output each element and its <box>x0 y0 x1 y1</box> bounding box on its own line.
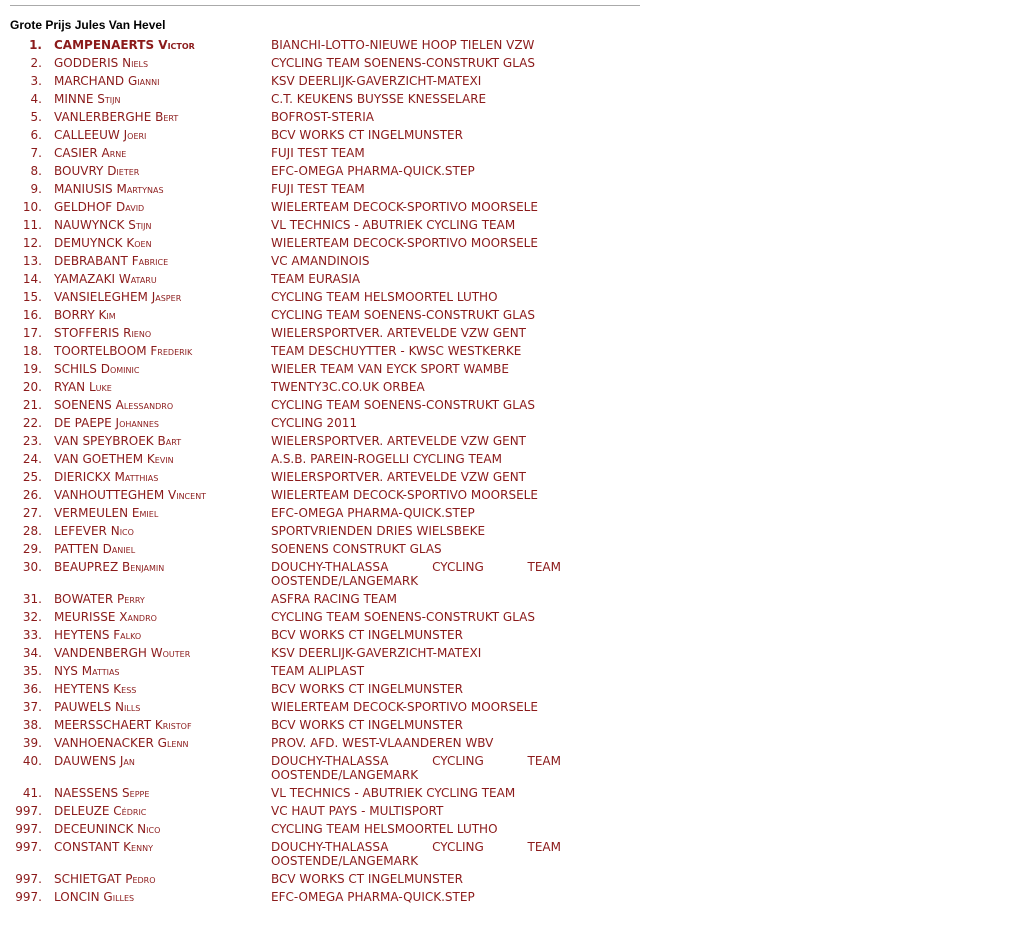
result-rank: 35. <box>22 664 42 678</box>
result-rank: 997. <box>15 804 42 818</box>
result-rank: 37. <box>22 700 42 714</box>
rider-first-name: Perry <box>117 592 145 606</box>
rider-name[interactable] <box>42 416 271 430</box>
result-row <box>0 716 1035 734</box>
rider-last-name: HEYTENS <box>54 628 110 642</box>
rider-name[interactable] <box>42 218 271 232</box>
team-name[interactable]: KSV DEERLIJK-GAVERZICHT-MATEXI <box>271 74 482 88</box>
rider-last-name: VANLERBERGHE <box>54 110 152 124</box>
result-row <box>0 680 1035 698</box>
rider-first-name: Kevin <box>146 452 174 466</box>
rider-name[interactable] <box>42 254 271 268</box>
team-name[interactable]: VC HAUT PAYS - MULTISPORT <box>271 804 444 818</box>
result-row <box>0 252 1035 270</box>
result-row <box>0 180 1035 198</box>
result-rank: 9. <box>30 182 42 196</box>
rider-name[interactable] <box>42 272 271 286</box>
rider-last-name: BEAUPREZ <box>54 560 119 574</box>
rider-last-name: DAUWENS <box>54 754 117 768</box>
rider-last-name: DE PAEPE <box>54 416 112 430</box>
rider-last-name: SOENENS <box>54 398 112 412</box>
team-name[interactable]: DOUCHY-THALASSA CYCLING TEAM OOSTENDE/LANGEMARK <box>271 560 561 588</box>
rider-last-name: MARCHAND <box>54 74 125 88</box>
result-row <box>0 306 1035 324</box>
top-divider <box>10 5 640 6</box>
rider-name[interactable] <box>42 110 271 124</box>
result-row <box>0 838 1035 870</box>
rider-last-name: PATTEN <box>54 542 99 556</box>
rider-name[interactable] <box>42 804 271 818</box>
result-row <box>0 162 1035 180</box>
rider-name[interactable] <box>42 398 271 412</box>
rider-first-name: Jasper <box>151 290 182 304</box>
rider-first-name: Falko <box>113 628 142 642</box>
rider-name[interactable] <box>42 822 271 836</box>
rider-name[interactable] <box>42 38 271 52</box>
team-name[interactable]: FUJI TEST TEAM <box>271 146 365 160</box>
result-row <box>0 540 1035 558</box>
rider-last-name: MEERSSCHAERT <box>54 718 152 732</box>
result-rank: 19. <box>22 362 42 376</box>
team-name[interactable]: VL TECHNICS - ABUTRIEK CYCLING TEAM <box>271 786 516 800</box>
result-rank: 997. <box>15 822 42 836</box>
rider-last-name: LEFEVER <box>54 524 107 538</box>
rider-name[interactable] <box>42 610 271 624</box>
rider-name[interactable] <box>42 542 271 556</box>
team-name[interactable]: WIELERSPORTVER. ARTEVELDE VZW GENT <box>271 326 527 340</box>
result-rank: 15. <box>22 290 42 304</box>
result-rank: 40. <box>22 754 42 768</box>
team-name[interactable]: BCV WORKS CT INGELMUNSTER <box>271 682 463 696</box>
rider-first-name: Martynas <box>116 182 164 196</box>
result-rank: 997. <box>15 840 42 854</box>
team-name[interactable]: CYCLING TEAM SOENENS-CONSTRUKT GLAS <box>271 398 535 412</box>
rider-name[interactable] <box>42 628 271 642</box>
rider-last-name: YAMAZAKI <box>54 272 116 286</box>
rider-last-name: VANDENBERGH <box>54 646 147 660</box>
rider-last-name: MEURISSE <box>54 610 116 624</box>
result-row <box>0 396 1035 414</box>
team-name[interactable]: CYCLING TEAM HELSMOORTEL LUTHO <box>271 822 498 836</box>
rider-last-name: BOUVRY <box>54 164 104 178</box>
rider-first-name: Gilles <box>103 890 135 904</box>
rider-name[interactable] <box>42 840 271 854</box>
rider-name[interactable] <box>42 488 271 502</box>
rider-name[interactable] <box>42 380 271 394</box>
rider-first-name: Seppe <box>122 786 150 800</box>
rider-last-name: VANHOUTTEGHEM <box>54 488 165 502</box>
rider-first-name: Fabrice <box>131 254 169 268</box>
result-rank: 16. <box>22 308 42 322</box>
rider-first-name: Emiel <box>131 506 159 520</box>
rider-first-name: Dieter <box>107 164 140 178</box>
rider-last-name: DELEUZE <box>54 804 110 818</box>
rider-first-name: Jan <box>119 754 135 768</box>
rider-name[interactable] <box>42 786 271 800</box>
rider-last-name: HEYTENS <box>54 682 110 696</box>
result-rank: 6. <box>30 128 42 142</box>
team-name[interactable]: VC AMANDINOIS <box>271 254 370 268</box>
team-name[interactable]: CYCLING TEAM HELSMOORTEL LUTHO <box>271 290 498 304</box>
team-name[interactable]: WIELERSPORTVER. ARTEVELDE VZW GENT <box>271 470 527 484</box>
team-name[interactable]: WIELERTEAM DECOCK-SPORTIVO MOORSELE <box>271 488 538 502</box>
rider-last-name: BORRY <box>54 308 95 322</box>
rider-last-name: VANHOENACKER <box>54 736 154 750</box>
rider-name[interactable] <box>42 74 271 88</box>
result-rank: 25. <box>22 470 42 484</box>
rider-last-name: BOWATER <box>54 592 114 606</box>
rider-name[interactable] <box>42 664 271 678</box>
team-name[interactable]: WIELER TEAM VAN EYCK SPORT WAMBE <box>271 362 509 376</box>
result-row <box>0 626 1035 644</box>
rider-first-name: Mattias <box>81 664 120 678</box>
result-rank: 36. <box>22 682 42 696</box>
rider-last-name: STOFFERIS <box>54 326 120 340</box>
team-name[interactable]: ASFRA RACING TEAM <box>271 592 397 606</box>
result-row <box>0 108 1035 126</box>
team-name[interactable]: TWENTY3C.CO.UK ORBEA <box>271 380 425 394</box>
rider-name[interactable] <box>42 308 271 322</box>
rider-last-name: DIERICKX <box>54 470 111 484</box>
result-rank: 2. <box>30 56 42 70</box>
rider-first-name: Bert <box>155 110 179 124</box>
result-row <box>0 558 1035 590</box>
rider-first-name: Xandro <box>119 610 157 624</box>
rider-name[interactable] <box>42 524 271 538</box>
result-row <box>0 486 1035 504</box>
rider-name[interactable] <box>42 890 271 904</box>
result-rank: 5. <box>30 110 42 124</box>
result-rank: 33. <box>22 628 42 642</box>
rider-first-name: Stijn <box>97 92 121 106</box>
rider-name[interactable] <box>42 290 271 304</box>
rider-last-name: DECEUNINCK <box>54 822 134 836</box>
team-name[interactable]: EFC-OMEGA PHARMA-QUICK.STEP <box>271 164 475 178</box>
rider-last-name: SCHILS <box>54 362 97 376</box>
team-name[interactable]: CYCLING TEAM SOENENS-CONSTRUKT GLAS <box>271 610 535 624</box>
result-row <box>0 234 1035 252</box>
team-name[interactable]: C.T. KEUKENS BUYSSE KNESSELARE <box>271 92 487 106</box>
rider-first-name: Wataru <box>118 272 157 286</box>
team-name[interactable]: TEAM EURASIA <box>271 272 361 286</box>
rider-last-name: TOORTELBOOM <box>54 344 147 358</box>
rider-last-name: CASIER <box>54 146 98 160</box>
rider-first-name: Alessandro <box>115 398 174 412</box>
result-row <box>0 36 1035 54</box>
rider-last-name: CALLEEUW <box>54 128 120 142</box>
result-row <box>0 752 1035 784</box>
rider-first-name: Nico <box>110 524 134 538</box>
rider-name[interactable] <box>42 236 271 250</box>
result-rank: 12. <box>22 236 42 250</box>
rider-name[interactable] <box>42 146 271 160</box>
result-rank: 39. <box>22 736 42 750</box>
rider-last-name: VERMEULEN <box>54 506 129 520</box>
rider-last-name: GELDHOF <box>54 200 113 214</box>
rider-last-name: VAN SPEYBROEK <box>54 434 154 448</box>
result-rank: 11. <box>22 218 42 232</box>
rider-name[interactable] <box>42 754 271 768</box>
result-row <box>0 360 1035 378</box>
result-rank: 7. <box>30 146 42 160</box>
rider-last-name: DEBRABANT <box>54 254 128 268</box>
team-name[interactable]: WIELERTEAM DECOCK-SPORTIVO MOORSELE <box>271 700 538 714</box>
rider-first-name: Stijn <box>128 218 152 232</box>
team-name[interactable]: EFC-OMEGA PHARMA-QUICK.STEP <box>271 506 475 520</box>
rider-first-name: Wouter <box>150 646 191 660</box>
rider-first-name: Nico <box>137 822 161 836</box>
result-rank: 1. <box>29 38 42 52</box>
rider-last-name: CONSTANT <box>54 840 120 854</box>
rider-last-name: PAUWELS <box>54 700 112 714</box>
result-row <box>0 888 1035 906</box>
team-name[interactable]: BCV WORKS CT INGELMUNSTER <box>271 128 463 142</box>
result-rank: 34. <box>22 646 42 660</box>
result-rank: 23. <box>22 434 42 448</box>
team-name[interactable]: WIELERTEAM DECOCK-SPORTIVO MOORSELE <box>271 200 538 214</box>
result-row <box>0 644 1035 662</box>
rider-name[interactable] <box>42 362 271 376</box>
result-rank: 3. <box>30 74 42 88</box>
result-rank: 14. <box>22 272 42 286</box>
result-row <box>0 324 1035 342</box>
team-name[interactable]: CYCLING 2011 <box>271 416 358 430</box>
result-rank: 24. <box>22 452 42 466</box>
rider-last-name: CAMPENAERTS <box>54 38 155 52</box>
rider-name[interactable] <box>42 56 271 70</box>
result-rank: 26. <box>22 488 42 502</box>
result-row <box>0 450 1035 468</box>
result-rank: 17. <box>22 326 42 340</box>
rider-first-name: Gianni <box>127 74 160 88</box>
rider-first-name: Frederik <box>150 344 193 358</box>
rider-first-name: Bart <box>157 434 182 448</box>
rider-first-name: Matthias <box>114 470 159 484</box>
rider-name[interactable] <box>42 434 271 448</box>
result-rank: 27. <box>22 506 42 520</box>
result-row <box>0 870 1035 888</box>
rider-first-name: Vincent <box>168 488 207 502</box>
rider-last-name: VANSIELEGHEM <box>54 290 148 304</box>
rider-first-name: Arne <box>101 146 127 160</box>
rider-first-name: Luke <box>88 380 112 394</box>
rider-last-name: RYAN <box>54 380 86 394</box>
team-name[interactable]: DOUCHY-THALASSA CYCLING TEAM OOSTENDE/LANGEMARK <box>271 840 561 868</box>
team-name[interactable]: DOUCHY-THALASSA CYCLING TEAM OOSTENDE/LANGEMARK <box>271 754 561 782</box>
result-row <box>0 342 1035 360</box>
team-name[interactable]: WIELERTEAM DECOCK-SPORTIVO MOORSELE <box>271 236 538 250</box>
result-row <box>0 802 1035 820</box>
team-name[interactable]: FUJI TEST TEAM <box>271 182 365 196</box>
result-rank: 29. <box>22 542 42 556</box>
rider-last-name: MINNE <box>54 92 94 106</box>
results-list <box>0 36 1035 906</box>
rider-last-name: DEMUYNCK <box>54 236 123 250</box>
result-rank: 997. <box>15 872 42 886</box>
race-title: Grote Prijs Jules Van Hevel <box>10 18 166 32</box>
result-row <box>0 662 1035 680</box>
rider-first-name: Pedro <box>125 872 156 886</box>
result-row <box>0 288 1035 306</box>
rider-name[interactable] <box>42 452 271 466</box>
rider-last-name: LONCIN <box>54 890 100 904</box>
result-rank: 32. <box>22 610 42 624</box>
rider-name[interactable] <box>42 92 271 106</box>
rider-name[interactable] <box>42 718 271 732</box>
team-name[interactable]: BIANCHI-LOTTO-NIEUWE HOOP TIELEN VZW <box>271 38 535 52</box>
rider-name[interactable] <box>42 326 271 340</box>
team-name[interactable]: BOFROST-STERIA <box>271 110 374 124</box>
result-rank: 4. <box>30 92 42 106</box>
rider-name[interactable] <box>42 200 271 214</box>
rider-first-name: Daniel <box>102 542 136 556</box>
team-name[interactable]: EFC-OMEGA PHARMA-QUICK.STEP <box>271 890 475 904</box>
rider-last-name: VAN GOETHEM <box>54 452 144 466</box>
result-rank: 22. <box>22 416 42 430</box>
rider-first-name: Kenny <box>123 840 153 854</box>
rider-first-name: Johannes <box>115 416 159 430</box>
rider-first-name: Cédric <box>113 804 147 818</box>
result-rank: 21. <box>22 398 42 412</box>
result-row <box>0 522 1035 540</box>
result-rank: 18. <box>22 344 42 358</box>
rider-name[interactable] <box>42 872 271 886</box>
rider-first-name: David <box>116 200 145 214</box>
result-rank: 28. <box>22 524 42 538</box>
result-rank: 30. <box>22 560 42 574</box>
result-rank: 997. <box>15 890 42 904</box>
rider-first-name: Joeri <box>123 128 147 142</box>
rider-name[interactable] <box>42 646 271 660</box>
result-rank: 38. <box>22 718 42 732</box>
result-row <box>0 468 1035 486</box>
team-name[interactable]: CYCLING TEAM SOENENS-CONSTRUKT GLAS <box>271 56 535 70</box>
result-row <box>0 54 1035 72</box>
result-row <box>0 144 1035 162</box>
result-rank: 31. <box>22 592 42 606</box>
rider-name[interactable] <box>42 506 271 520</box>
result-row <box>0 216 1035 234</box>
rider-name[interactable] <box>42 470 271 484</box>
result-row <box>0 198 1035 216</box>
result-row <box>0 72 1035 90</box>
rider-first-name: Kristof <box>154 718 192 732</box>
rider-first-name: Benjamin <box>122 560 165 574</box>
team-name[interactable]: KSV DEERLIJK-GAVERZICHT-MATEXI <box>271 646 482 660</box>
result-row <box>0 270 1035 288</box>
rider-last-name: GODDERIS <box>54 56 119 70</box>
rider-first-name: Niels <box>122 56 149 70</box>
team-name[interactable]: WIELERSPORTVER. ARTEVELDE VZW GENT <box>271 434 527 448</box>
team-name[interactable]: A.S.B. PAREIN-ROGELLI CYCLING TEAM <box>271 452 502 466</box>
rider-first-name: Victor <box>158 38 195 52</box>
rider-name[interactable] <box>42 344 271 358</box>
result-row <box>0 414 1035 432</box>
result-row <box>0 784 1035 802</box>
result-row <box>0 504 1035 522</box>
team-name[interactable]: CYCLING TEAM SOENENS-CONSTRUKT GLAS <box>271 308 535 322</box>
team-name[interactable]: TEAM DESCHUYTTER - KWSC WESTKERKE <box>271 344 522 358</box>
result-rank: 8. <box>30 164 42 178</box>
result-row <box>0 90 1035 108</box>
rider-last-name: NAESSENS <box>54 786 119 800</box>
result-row <box>0 698 1035 716</box>
result-row <box>0 126 1035 144</box>
team-name[interactable]: PROV. AFD. WEST-VLAANDEREN WBV <box>271 736 494 750</box>
rider-name[interactable] <box>42 128 271 142</box>
rider-last-name: SCHIETGAT <box>54 872 122 886</box>
result-row <box>0 820 1035 838</box>
rider-name[interactable] <box>42 700 271 714</box>
team-name[interactable]: SPORTVRIENDEN DRIES WIELSBEKE <box>271 524 486 538</box>
result-row <box>0 432 1035 450</box>
result-row <box>0 608 1035 626</box>
rider-first-name: Nills <box>115 700 141 714</box>
rider-first-name: Kim <box>98 308 116 322</box>
rider-first-name: Rieno <box>123 326 152 340</box>
rider-name[interactable] <box>42 736 271 750</box>
rider-last-name: NAUWYNCK <box>54 218 125 232</box>
team-name[interactable]: VL TECHNICS - ABUTRIEK CYCLING TEAM <box>271 218 516 232</box>
rider-first-name: Kess <box>113 682 137 696</box>
rider-first-name: Glenn <box>157 736 189 750</box>
rider-name[interactable] <box>42 560 271 574</box>
team-name[interactable]: BCV WORKS CT INGELMUNSTER <box>271 628 463 642</box>
rider-name[interactable] <box>42 682 271 696</box>
rider-name[interactable] <box>42 182 271 196</box>
result-row <box>0 590 1035 608</box>
result-rank: 10. <box>22 200 42 214</box>
result-rank: 41. <box>22 786 42 800</box>
rider-last-name: MANIUSIS <box>54 182 113 196</box>
rider-name[interactable] <box>42 164 271 178</box>
result-row <box>0 734 1035 752</box>
rider-name[interactable] <box>42 592 271 606</box>
result-row <box>0 378 1035 396</box>
team-name[interactable]: SOENENS CONSTRUKT GLAS <box>271 542 442 556</box>
rider-first-name: Dominic <box>100 362 140 376</box>
rider-first-name: Koen <box>126 236 152 250</box>
result-rank: 20. <box>22 380 42 394</box>
result-rank: 13. <box>22 254 42 268</box>
team-name[interactable]: BCV WORKS CT INGELMUNSTER <box>271 718 463 732</box>
team-name[interactable]: TEAM ALIPLAST <box>271 664 365 678</box>
team-name[interactable]: BCV WORKS CT INGELMUNSTER <box>271 872 463 886</box>
rider-last-name: NYS <box>54 664 78 678</box>
